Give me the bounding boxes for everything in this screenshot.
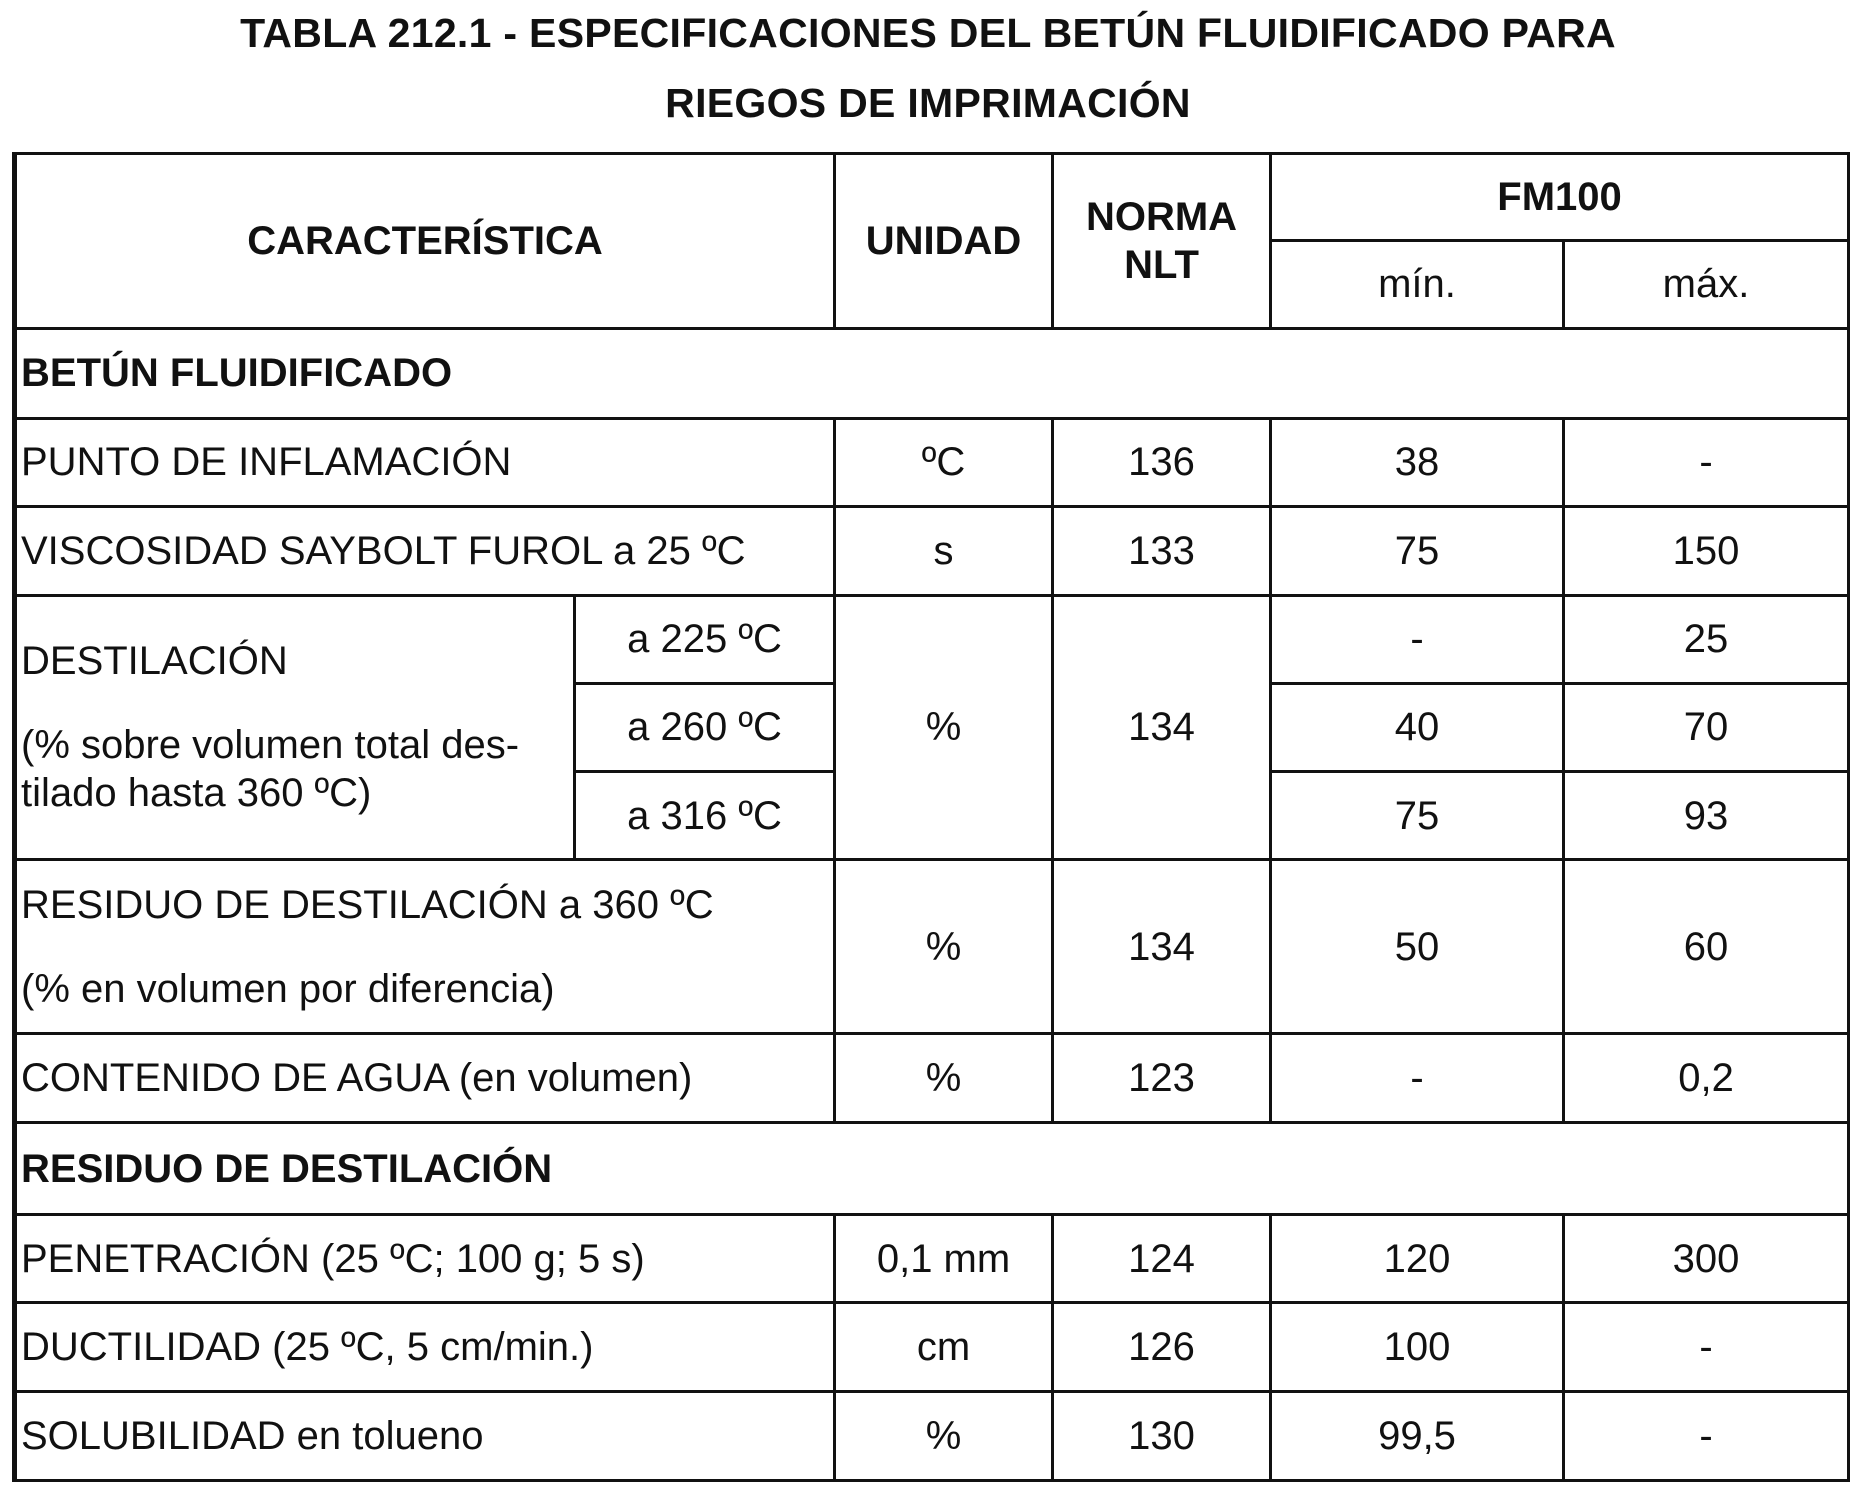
row-solubilidad-norma: 130: [1053, 1391, 1271, 1480]
row-ductilidad-max: -: [1564, 1302, 1849, 1391]
row-contenido-agua-norma: 123: [1053, 1034, 1271, 1123]
row-destilacion-260-max: 70: [1564, 683, 1849, 772]
row-destilacion-temp-225: a 225 ºC: [575, 595, 835, 683]
row-viscosidad-norma: 133: [1053, 506, 1271, 595]
row-residuo-destilacion-label: [15, 860, 835, 1034]
row-residuo-destilacion-label-line-1: RESIDUO DE DESTILACIÓN a 360 ºC: [21, 882, 714, 927]
header-norma: [1053, 154, 1271, 329]
row-residuo-destilacion-unit: %: [835, 860, 1053, 1034]
row-destilacion-316-min: 75: [1271, 772, 1564, 860]
row-penetracion-norma: 124: [1053, 1215, 1271, 1303]
row-ductilidad-min: 100: [1271, 1302, 1564, 1391]
table-row: [15, 1034, 1849, 1123]
row-destilacion-temp-260: a 260 ºC: [575, 683, 835, 772]
row-solubilidad-min: 99,5: [1271, 1391, 1564, 1480]
row-solubilidad-label: SOLUBILIDAD en tolueno: [15, 1391, 835, 1480]
row-penetracion-min: 120: [1271, 1215, 1564, 1303]
row-destilacion-norma: 134: [1053, 595, 1271, 860]
row-penetracion-label: PENETRACIÓN (25 ºC; 100 g; 5 s): [15, 1215, 835, 1303]
table-row: [15, 506, 1849, 595]
row-residuo-destilacion-label-line-2: (% en volumen por diferencia): [21, 966, 555, 1011]
header-norma-line-1: NORMA: [1085, 194, 1238, 239]
row-contenido-agua-min: -: [1271, 1034, 1564, 1123]
row-contenido-agua-max: 0,2: [1564, 1034, 1849, 1123]
row-punto-inflamacion-max: -: [1564, 418, 1849, 506]
section-residuo-destilacion: RESIDUO DE DESTILACIÓN: [15, 1123, 1849, 1215]
header-norma-line-2: NLT: [1124, 242, 1199, 287]
header-unidad: UNIDAD: [835, 154, 1053, 329]
row-ductilidad-norma: 126: [1053, 1302, 1271, 1391]
row-residuo-destilacion-min: 50: [1271, 860, 1564, 1034]
row-destilacion-316-max: 93: [1564, 772, 1849, 860]
row-punto-inflamacion-min: 38: [1271, 418, 1564, 506]
table-row: [15, 595, 1849, 683]
row-solubilidad-max: -: [1564, 1391, 1849, 1480]
row-viscosidad-max: 150: [1564, 506, 1849, 595]
row-destilacion-label-line-1: DESTILACIÓN: [21, 639, 288, 684]
row-destilacion-225-min: -: [1271, 595, 1564, 683]
row-punto-inflamacion-label: PUNTO DE INFLAMACIÓN: [15, 418, 835, 506]
row-contenido-agua-label: CONTENIDO DE AGUA (en volumen): [15, 1034, 835, 1123]
header-max: máx.: [1564, 240, 1849, 328]
table-row: [15, 1302, 1849, 1391]
row-residuo-destilacion-norma: 134: [1053, 860, 1271, 1034]
row-destilacion-temp-316: a 316 ºC: [575, 772, 835, 860]
row-ductilidad-label: DUCTILIDAD (25 ºC, 5 cm/min.): [15, 1302, 835, 1391]
row-penetracion-unit: 0,1 mm: [835, 1215, 1053, 1303]
header-min: mín.: [1271, 240, 1564, 328]
row-contenido-agua-unit: %: [835, 1034, 1053, 1123]
row-destilacion-label: [15, 595, 575, 860]
row-ductilidad-unit: cm: [835, 1302, 1053, 1391]
table-row: [15, 1215, 1849, 1303]
row-punto-inflamacion-norma: 136: [1053, 418, 1271, 506]
table-row: [15, 1391, 1849, 1480]
row-viscosidad-min: 75: [1271, 506, 1564, 595]
row-destilacion-260-min: 40: [1271, 683, 1564, 772]
row-destilacion-unit: %: [835, 595, 1053, 860]
row-penetracion-max: 300: [1564, 1215, 1849, 1303]
row-solubilidad-unit: %: [835, 1391, 1053, 1480]
specifications-table: [12, 152, 1850, 1482]
header-caracteristica: CARACTERÍSTICA: [15, 154, 835, 329]
table-row: [15, 418, 1849, 506]
row-destilacion-label-line-2: (% sobre volumen total des-: [21, 723, 520, 768]
row-viscosidad-label: VISCOSIDAD SAYBOLT FUROL a 25 ºC: [15, 506, 835, 595]
table-title-line-1: TABLA 212.1 - ESPECIFICACIONES DEL BETÚN FLUIDIFICADO PARA: [240, 10, 1616, 56]
section-betun-fluidificado: BETÚN FLUIDIFICADO: [15, 328, 1849, 418]
row-destilacion-225-max: 25: [1564, 595, 1849, 683]
row-residuo-destilacion-max: 60: [1564, 860, 1849, 1034]
table-title-line-2: RIEGOS DE IMPRIMACIÓN: [665, 80, 1191, 126]
row-punto-inflamacion-unit: ºC: [835, 418, 1053, 506]
header-fm100: FM100: [1271, 154, 1849, 241]
row-destilacion-label-line-3: tilado hasta 360 ºC): [21, 771, 372, 816]
table-row: [15, 860, 1849, 1034]
row-viscosidad-unit: s: [835, 506, 1053, 595]
